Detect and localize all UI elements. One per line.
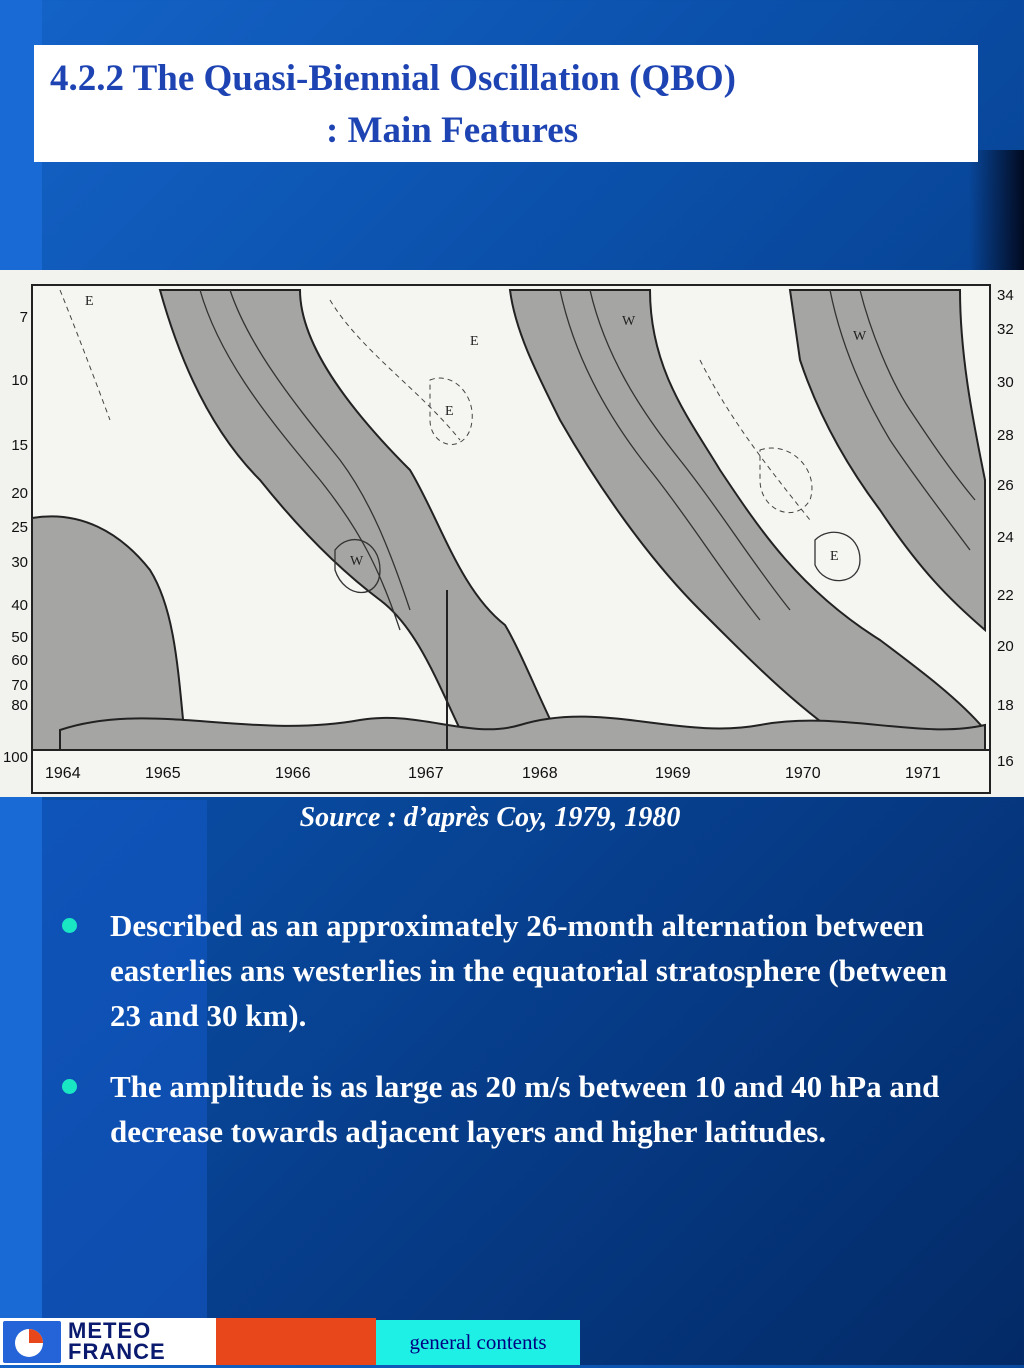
bullet-list: [60, 903, 960, 1180]
year-label: 1967: [408, 765, 444, 782]
height-tick-label: 30: [997, 374, 1014, 391]
background-shadow: [969, 150, 1024, 270]
pressure-tick-label: 100: [2, 749, 28, 766]
height-tick-label: 34: [997, 287, 1014, 304]
qbo-contour-plot: [0, 270, 1024, 797]
logo-emblem-icon: [3, 1321, 61, 1363]
height-tick-label: 32: [997, 321, 1014, 338]
pressure-axis-labels: [3, 309, 28, 766]
footer-accent-bar: [216, 1318, 376, 1365]
bullet-dot-icon: [62, 918, 77, 933]
region-letter: E: [830, 549, 839, 564]
bullet-dot-icon: [62, 1079, 77, 1094]
height-axis-labels: [997, 287, 1014, 770]
pressure-tick-label: 25: [11, 519, 28, 536]
pressure-tick-label: 7: [19, 309, 28, 326]
region-letter: W: [853, 329, 867, 344]
height-tick-label: 16: [997, 753, 1014, 770]
pressure-tick-label: 15: [11, 437, 28, 454]
bullet-item: [60, 1064, 960, 1154]
bullet-text: The amplitude is as large as 20 m/s between 10 and 40 hPa and decrease towards adjacent layers and higher latitudes.: [110, 1069, 940, 1149]
region-letter: E: [85, 294, 94, 309]
height-tick-label: 20: [997, 638, 1014, 655]
qbo-figure: [0, 270, 1024, 797]
region-letter: E: [470, 334, 479, 349]
pressure-tick-label: 60: [11, 652, 28, 669]
year-label: 1971: [905, 765, 941, 782]
pressure-tick-label: 20: [11, 485, 28, 502]
meteo-france-logo: [0, 1318, 216, 1365]
logo-text: [68, 1320, 166, 1362]
general-contents-button[interactable]: general contents: [376, 1320, 580, 1365]
year-label: 1970: [785, 765, 821, 782]
height-tick-label: 22: [997, 587, 1014, 604]
height-tick-label: 26: [997, 477, 1014, 494]
bullet-text: Described as an approximately 26-month alternation between easterlies ans westerlies in the equatorial stratosphere (between 23 and 30 km).: [110, 908, 948, 1033]
year-label: 1969: [655, 765, 691, 782]
page-title: 4.2.2 The Quasi-Biennial Oscillation (QBO): [50, 58, 736, 99]
year-label: 1964: [45, 765, 81, 782]
logo-line1: METEO: [68, 1318, 152, 1343]
height-tick-label: 28: [997, 427, 1014, 444]
logo-line2: FRANCE: [68, 1339, 166, 1364]
figure-source: Source : d’après Coy, 1979, 1980: [299, 802, 681, 833]
pressure-tick-label: 80: [11, 697, 28, 714]
pressure-tick-label: 10: [11, 372, 28, 389]
region-letter: E: [445, 404, 454, 419]
pressure-tick-label: 70: [11, 677, 28, 694]
pressure-tick-label: 40: [11, 597, 28, 614]
height-tick-label: 24: [997, 529, 1014, 546]
title-box: [34, 45, 978, 162]
pressure-tick-label: 30: [11, 554, 28, 571]
region-letter: W: [622, 314, 636, 329]
year-label: 1968: [522, 765, 558, 782]
region-letter: W: [350, 554, 364, 569]
year-label: 1965: [145, 765, 181, 782]
bullet-item: [60, 903, 960, 1038]
pressure-tick-label: 50: [11, 629, 28, 646]
height-tick-label: 18: [997, 697, 1014, 714]
year-label: 1966: [275, 765, 311, 782]
page-subtitle: : Main Features: [326, 110, 579, 151]
